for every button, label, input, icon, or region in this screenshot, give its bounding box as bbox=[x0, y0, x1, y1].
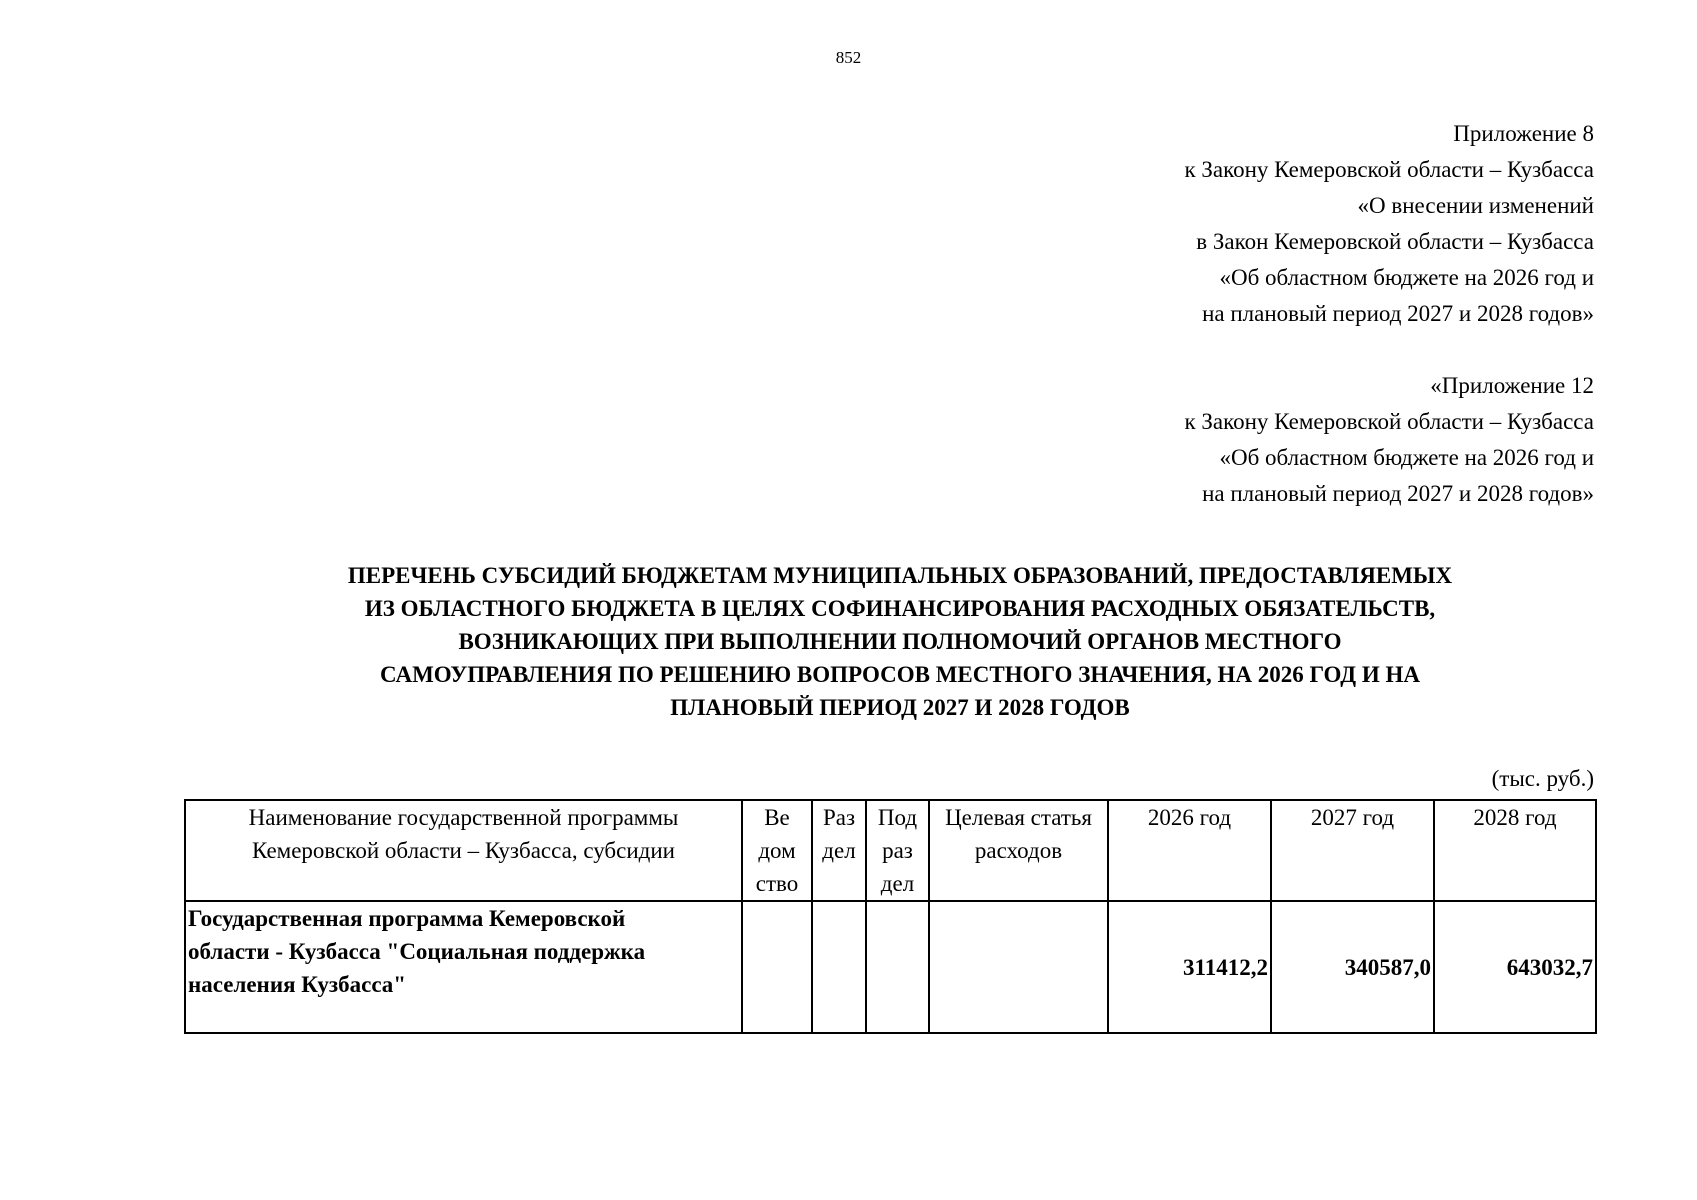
appendix-8-line: на плановый период 2027 и 2028 годов» bbox=[1202, 301, 1594, 326]
header-year-2027 bbox=[1271, 800, 1434, 901]
units-label: (тыс. руб.) bbox=[1491, 766, 1594, 791]
header-line: Кемеровской области – Кузбасса, субсидии bbox=[252, 838, 675, 863]
appendix-12-line: «Об областном бюджете на 2026 год и bbox=[1219, 445, 1594, 470]
header-line: Раз bbox=[822, 805, 856, 830]
subsidies-table bbox=[184, 799, 1597, 1034]
program-name-line: Государственная программа Кемеровской bbox=[188, 906, 626, 931]
table-header-row bbox=[185, 800, 1596, 901]
appendix-8-line: Приложение 8 bbox=[1453, 121, 1594, 146]
appendix-12-line: к Закону Кемеровской области – Кузбасса bbox=[1184, 409, 1594, 434]
header-line: 2026 год bbox=[1147, 805, 1232, 830]
header-target-article bbox=[929, 800, 1108, 901]
header-year-2026 bbox=[1108, 800, 1271, 901]
program-name-cell bbox=[185, 901, 742, 1033]
podrazdel-cell bbox=[866, 901, 929, 1033]
header-razdel bbox=[812, 800, 866, 901]
header-line: дел bbox=[880, 871, 915, 896]
amount-2027-cell: 340587,0 bbox=[1271, 901, 1434, 1033]
header-line: Ве bbox=[764, 805, 790, 830]
header-line: 2028 год bbox=[1473, 805, 1557, 830]
appendix-8-line: к Закону Кемеровской области – Кузбасса bbox=[1184, 157, 1594, 182]
header-line: Под bbox=[877, 805, 918, 830]
header-line: Целевая статья bbox=[945, 805, 1092, 830]
title-line: ВОЗНИКАЮЩИХ ПРИ ВЫПОЛНЕНИИ ПОЛНОМОЧИЙ ОРГАНОВ МЕСТНОГО bbox=[458, 629, 1342, 654]
header-line: Наименование государственной программы bbox=[248, 805, 679, 830]
table-row bbox=[185, 901, 1596, 1033]
appendix-8-line: в Закон Кемеровской области – Кузбасса bbox=[1196, 229, 1594, 254]
amount-2026-cell: 311412,2 bbox=[1108, 901, 1271, 1033]
header-line: дел bbox=[822, 838, 856, 863]
header-line: дом bbox=[758, 838, 796, 863]
title-line: ПЕРЕЧЕНЬ СУБСИДИЙ БЮДЖЕТАМ МУНИЦИПАЛЬНЫХ ОБРАЗОВАНИЙ, ПРЕДОСТАВЛЯЕМЫХ bbox=[347, 563, 1453, 588]
program-name-line: населения Кузбасса" bbox=[188, 972, 407, 997]
page-number: 852 bbox=[835, 48, 862, 67]
document-title bbox=[230, 559, 1570, 724]
title-line: ПЛАНОВЫЙ ПЕРИОД 2027 И 2028 ГОДОВ bbox=[670, 695, 1130, 720]
appendix-8-block bbox=[1184, 116, 1594, 332]
amount-2028-cell: 643032,7 bbox=[1434, 901, 1596, 1033]
appendix-8-line: «Об областном бюджете на 2026 год и bbox=[1219, 265, 1594, 290]
appendix-8-line: «О внесении изменений bbox=[1357, 193, 1594, 218]
header-program-name bbox=[185, 800, 742, 901]
program-name-line: области - Кузбасса "Социальная поддержка bbox=[188, 939, 646, 964]
appendix-12-block bbox=[1184, 368, 1594, 512]
appendix-12-line: на плановый период 2027 и 2028 годов» bbox=[1202, 481, 1594, 506]
razdel-cell bbox=[812, 901, 866, 1033]
header-line: раз bbox=[882, 838, 913, 863]
header-line: 2027 год bbox=[1310, 805, 1395, 830]
title-line: ИЗ ОБЛАСТНОГО БЮДЖЕТА В ЦЕЛЯХ СОФИНАНСИРОВАНИЯ РАСХОДНЫХ ОБЯЗАТЕЛЬСТВ, bbox=[364, 596, 1436, 621]
vedomstvo-cell bbox=[742, 901, 812, 1033]
header-line: расходов bbox=[974, 838, 1063, 863]
header-line: ство bbox=[755, 871, 799, 896]
header-vedomstvo bbox=[742, 800, 812, 901]
target-article-cell bbox=[929, 901, 1108, 1033]
header-podrazdel bbox=[866, 800, 929, 901]
appendix-12-line: «Приложение 12 bbox=[1430, 373, 1594, 398]
title-line: САМОУПРАВЛЕНИЯ ПО РЕШЕНИЮ ВОПРОСОВ МЕСТНОГО ЗНАЧЕНИЯ, НА 2026 ГОД И НА bbox=[380, 662, 1420, 687]
header-year-2028 bbox=[1434, 800, 1596, 901]
